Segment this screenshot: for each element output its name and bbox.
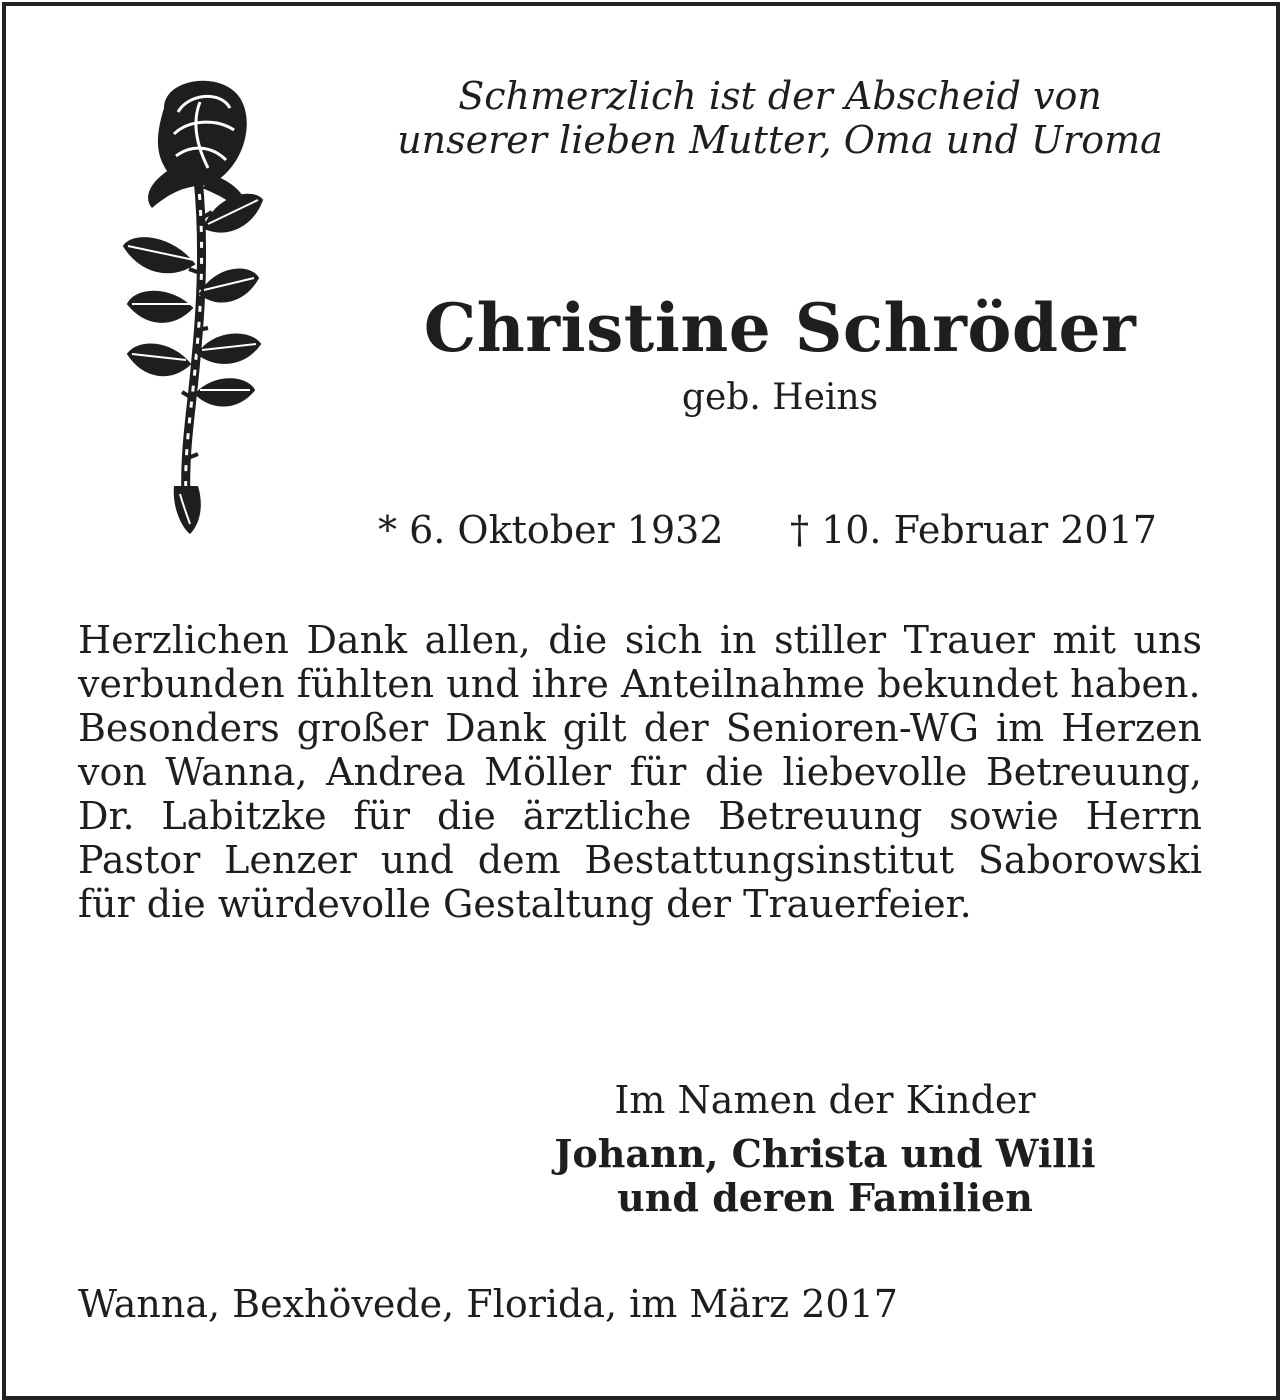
signature-names: Johann, Christa und Willi [554,1131,1096,1176]
signature-intro: Im Namen der Kinder [614,1078,1036,1122]
birth-date: * 6. Oktober 1932 [378,508,724,552]
intro-line-1: Schmerzlich ist der Abscheid von [458,74,1102,118]
place-and-date: Wanna, Bexhövede, Florida, im März 2017 [78,1282,898,1326]
deceased-name: Christine Schröder [423,289,1137,367]
thank-you-paragraph-2: Besonders großer Dank gilt der Senioren-WG im Herzen von Wanna, Andrea Möller für die liebevolle Betreuung, Dr. Labitzke für die ärztliche Betreuung sowie Herrn Pastor Lenzer und dem Bestattungsinstitut Saborowski für die würdevolle Gestaltung der Trauerfeier. [78,706,1202,926]
birth-name: geb. Heins [681,377,879,418]
intro-line-2: unserer lieben Mutter, Oma und Uroma [397,118,1163,162]
thank-you-paragraph-1: Herzlichen Dank allen, die sich in stiller Trauer mit uns verbunden fühlten und ihre Anteilnahme bekundet haben. [78,618,1202,706]
signature-families: und deren Familien [617,1175,1033,1220]
thank-you-text [78,618,1202,926]
death-date: † 10. Februar 2017 [790,508,1157,552]
rose-icon [112,68,272,538]
